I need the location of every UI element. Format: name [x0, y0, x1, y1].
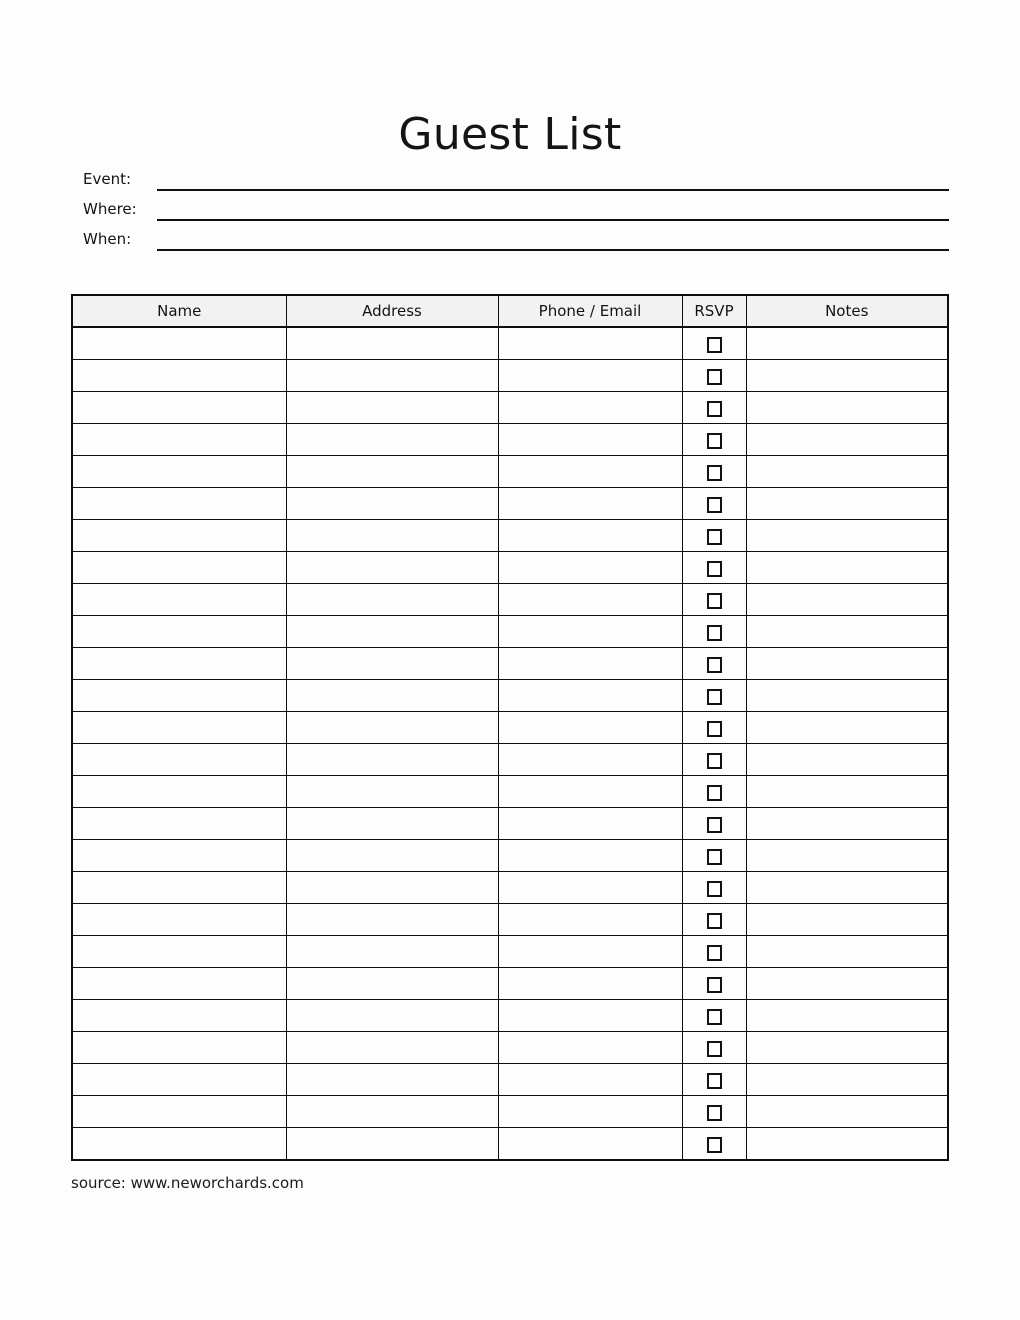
- cell-rsvp[interactable]: [682, 488, 746, 520]
- cell-name[interactable]: [72, 840, 286, 872]
- cell-phone-email[interactable]: [498, 1000, 682, 1032]
- cell-phone-email[interactable]: [498, 424, 682, 456]
- cell-phone-email[interactable]: [498, 616, 682, 648]
- when-label: When:: [83, 230, 132, 248]
- cell-rsvp[interactable]: [682, 648, 746, 680]
- cell-name[interactable]: [72, 360, 286, 392]
- table-row[interactable]: [72, 1032, 948, 1064]
- cell-address[interactable]: [286, 327, 498, 360]
- cell-address[interactable]: [286, 968, 498, 1000]
- cell-address[interactable]: [286, 360, 498, 392]
- cell-address[interactable]: [286, 872, 498, 904]
- cell-notes[interactable]: [746, 872, 948, 904]
- cell-name[interactable]: [72, 712, 286, 744]
- cell-rsvp[interactable]: [682, 1096, 746, 1128]
- cell-notes[interactable]: [746, 392, 948, 424]
- cell-address[interactable]: [286, 552, 498, 584]
- where-input-line[interactable]: [157, 219, 949, 221]
- checkbox-unchecked-icon[interactable]: [707, 1105, 722, 1121]
- cell-phone-email[interactable]: [498, 840, 682, 872]
- checkbox-unchecked-icon[interactable]: [707, 561, 722, 577]
- source-note: source: www.neworchards.com: [71, 1174, 304, 1192]
- cell-notes[interactable]: [746, 680, 948, 712]
- cell-notes[interactable]: [746, 456, 948, 488]
- column-header-name: Name: [72, 295, 286, 327]
- event-details-form: [83, 168, 949, 258]
- cell-address[interactable]: [286, 456, 498, 488]
- cell-rsvp[interactable]: [682, 872, 746, 904]
- cell-notes[interactable]: [746, 327, 948, 360]
- checkbox-unchecked-icon[interactable]: [707, 625, 722, 641]
- cell-name[interactable]: [72, 936, 286, 968]
- cell-address[interactable]: [286, 392, 498, 424]
- cell-address[interactable]: [286, 1096, 498, 1128]
- event-input-line[interactable]: [157, 189, 949, 191]
- cell-name[interactable]: [72, 1096, 286, 1128]
- cell-name[interactable]: [72, 776, 286, 808]
- checkbox-unchecked-icon[interactable]: [707, 817, 722, 833]
- table-row[interactable]: [72, 1128, 948, 1161]
- cell-name[interactable]: [72, 1064, 286, 1096]
- cell-notes[interactable]: [746, 552, 948, 584]
- cell-phone-email[interactable]: [498, 456, 682, 488]
- cell-address[interactable]: [286, 488, 498, 520]
- cell-phone-email[interactable]: [498, 1064, 682, 1096]
- cell-notes[interactable]: [746, 1096, 948, 1128]
- cell-rsvp[interactable]: [682, 584, 746, 616]
- cell-name[interactable]: [72, 968, 286, 1000]
- checkbox-unchecked-icon[interactable]: [707, 497, 722, 513]
- cell-notes[interactable]: [746, 840, 948, 872]
- cell-rsvp[interactable]: [682, 392, 746, 424]
- checkbox-unchecked-icon[interactable]: [707, 1009, 722, 1025]
- cell-phone-email[interactable]: [498, 1128, 682, 1161]
- cell-rsvp[interactable]: [682, 616, 746, 648]
- cell-phone-email[interactable]: [498, 1096, 682, 1128]
- cell-notes[interactable]: [746, 648, 948, 680]
- table-row[interactable]: [72, 488, 948, 520]
- cell-rsvp[interactable]: [682, 968, 746, 1000]
- cell-phone-email[interactable]: [498, 648, 682, 680]
- column-header-notes: Notes: [746, 295, 948, 327]
- cell-rsvp[interactable]: [682, 1064, 746, 1096]
- checkbox-unchecked-icon[interactable]: [707, 785, 722, 801]
- cell-name[interactable]: [72, 584, 286, 616]
- cell-notes[interactable]: [746, 744, 948, 776]
- cell-name[interactable]: [72, 1000, 286, 1032]
- cell-rsvp[interactable]: [682, 1128, 746, 1161]
- cell-rsvp[interactable]: [682, 680, 746, 712]
- cell-name[interactable]: [72, 488, 286, 520]
- cell-rsvp[interactable]: [682, 840, 746, 872]
- checkbox-unchecked-icon[interactable]: [707, 465, 722, 481]
- table-row[interactable]: [72, 616, 948, 648]
- checkbox-unchecked-icon[interactable]: [707, 433, 722, 449]
- cell-phone-email[interactable]: [498, 552, 682, 584]
- cell-rsvp[interactable]: [682, 936, 746, 968]
- form-row-when: [83, 228, 949, 258]
- cell-name[interactable]: [72, 744, 286, 776]
- cell-address[interactable]: [286, 520, 498, 552]
- cell-address[interactable]: [286, 648, 498, 680]
- checkbox-unchecked-icon[interactable]: [707, 881, 722, 897]
- cell-phone-email[interactable]: [498, 744, 682, 776]
- column-header-address: Address: [286, 295, 498, 327]
- checkbox-unchecked-icon[interactable]: [707, 977, 722, 993]
- cell-name[interactable]: [72, 327, 286, 360]
- cell-phone-email[interactable]: [498, 904, 682, 936]
- cell-notes[interactable]: [746, 616, 948, 648]
- cell-address[interactable]: [286, 680, 498, 712]
- cell-rsvp[interactable]: [682, 552, 746, 584]
- cell-rsvp[interactable]: [682, 456, 746, 488]
- table-row[interactable]: [72, 872, 948, 904]
- cell-rsvp[interactable]: [682, 520, 746, 552]
- cell-phone-email[interactable]: [498, 872, 682, 904]
- cell-notes[interactable]: [746, 776, 948, 808]
- table-row[interactable]: [72, 456, 948, 488]
- table-row[interactable]: [72, 712, 948, 744]
- cell-address[interactable]: [286, 1128, 498, 1161]
- cell-address[interactable]: [286, 1032, 498, 1064]
- cell-notes[interactable]: [746, 1128, 948, 1161]
- checkbox-unchecked-icon[interactable]: [707, 1073, 722, 1089]
- cell-phone-email[interactable]: [498, 680, 682, 712]
- table-row[interactable]: [72, 1000, 948, 1032]
- cell-name[interactable]: [72, 648, 286, 680]
- cell-notes[interactable]: [746, 1000, 948, 1032]
- where-label: Where:: [83, 200, 137, 218]
- cell-phone-email[interactable]: [498, 520, 682, 552]
- cell-rsvp[interactable]: [682, 776, 746, 808]
- cell-name[interactable]: [72, 520, 286, 552]
- cell-notes[interactable]: [746, 520, 948, 552]
- cell-rsvp[interactable]: [682, 360, 746, 392]
- cell-phone-email[interactable]: [498, 808, 682, 840]
- cell-name[interactable]: [72, 456, 286, 488]
- event-label: Event:: [83, 170, 132, 188]
- cell-name[interactable]: [72, 1128, 286, 1161]
- cell-phone-email[interactable]: [498, 360, 682, 392]
- cell-name[interactable]: [72, 552, 286, 584]
- table-row[interactable]: [72, 808, 948, 840]
- cell-notes[interactable]: [746, 1064, 948, 1096]
- cell-notes[interactable]: [746, 904, 948, 936]
- cell-address[interactable]: [286, 616, 498, 648]
- column-header-rsvp: RSVP: [682, 295, 746, 327]
- page-title: Guest List: [398, 109, 622, 161]
- cell-name[interactable]: [72, 392, 286, 424]
- cell-address[interactable]: [286, 744, 498, 776]
- checkbox-unchecked-icon[interactable]: [707, 849, 722, 865]
- table-row[interactable]: [72, 584, 948, 616]
- table-row[interactable]: [72, 904, 948, 936]
- cell-phone-email[interactable]: [498, 968, 682, 1000]
- table-row[interactable]: [72, 968, 948, 1000]
- checkbox-unchecked-icon[interactable]: [707, 721, 722, 737]
- checkbox-unchecked-icon[interactable]: [707, 1041, 722, 1057]
- column-header-phone-email: Phone / Email: [498, 295, 682, 327]
- table-row[interactable]: [72, 1096, 948, 1128]
- guest-table: [71, 294, 949, 1161]
- cell-address[interactable]: [286, 712, 498, 744]
- cell-name[interactable]: [72, 808, 286, 840]
- cell-notes[interactable]: [746, 936, 948, 968]
- table-row[interactable]: [72, 392, 948, 424]
- table-row[interactable]: [72, 648, 948, 680]
- cell-name[interactable]: [72, 424, 286, 456]
- form-row-event: [83, 168, 949, 198]
- checkbox-unchecked-icon[interactable]: [707, 689, 722, 705]
- cell-address[interactable]: [286, 904, 498, 936]
- cell-name[interactable]: [72, 872, 286, 904]
- table-row[interactable]: [72, 744, 948, 776]
- table-row[interactable]: [72, 936, 948, 968]
- cell-rsvp[interactable]: [682, 424, 746, 456]
- table-header: [72, 295, 948, 327]
- table-row[interactable]: [72, 360, 948, 392]
- cell-rsvp[interactable]: [682, 327, 746, 360]
- cell-phone-email[interactable]: [498, 712, 682, 744]
- when-input-line[interactable]: [157, 249, 949, 251]
- cell-name[interactable]: [72, 1032, 286, 1064]
- cell-address[interactable]: [286, 936, 498, 968]
- cell-notes[interactable]: [746, 968, 948, 1000]
- cell-rsvp[interactable]: [682, 1032, 746, 1064]
- checkbox-unchecked-icon[interactable]: [707, 337, 722, 353]
- checkbox-unchecked-icon[interactable]: [707, 369, 722, 385]
- table-row[interactable]: [72, 1064, 948, 1096]
- checkbox-unchecked-icon[interactable]: [707, 753, 722, 769]
- form-row-where: [83, 198, 949, 228]
- cell-address[interactable]: [286, 424, 498, 456]
- checkbox-unchecked-icon[interactable]: [707, 913, 722, 929]
- guest-table-container: [71, 294, 947, 1161]
- cell-phone-email[interactable]: [498, 392, 682, 424]
- table-header-row: [72, 295, 948, 327]
- cell-phone-email[interactable]: [498, 1032, 682, 1064]
- cell-address[interactable]: [286, 840, 498, 872]
- cell-address[interactable]: [286, 1064, 498, 1096]
- cell-phone-email[interactable]: [498, 776, 682, 808]
- cell-address[interactable]: [286, 776, 498, 808]
- cell-address[interactable]: [286, 808, 498, 840]
- cell-rsvp[interactable]: [682, 1000, 746, 1032]
- cell-address[interactable]: [286, 584, 498, 616]
- cell-address[interactable]: [286, 1000, 498, 1032]
- table-row[interactable]: [72, 776, 948, 808]
- cell-notes[interactable]: [746, 584, 948, 616]
- cell-rsvp[interactable]: [682, 808, 746, 840]
- cell-name[interactable]: [72, 904, 286, 936]
- table-row[interactable]: [72, 424, 948, 456]
- cell-rsvp[interactable]: [682, 904, 746, 936]
- cell-notes[interactable]: [746, 1032, 948, 1064]
- cell-rsvp[interactable]: [682, 712, 746, 744]
- cell-notes[interactable]: [746, 360, 948, 392]
- table-body: [72, 327, 948, 1160]
- cell-phone-email[interactable]: [498, 488, 682, 520]
- cell-rsvp[interactable]: [682, 744, 746, 776]
- cell-name[interactable]: [72, 680, 286, 712]
- cell-notes[interactable]: [746, 488, 948, 520]
- table-row[interactable]: [72, 520, 948, 552]
- checkbox-unchecked-icon[interactable]: [707, 593, 722, 609]
- checkbox-unchecked-icon[interactable]: [707, 1137, 722, 1153]
- cell-notes[interactable]: [746, 808, 948, 840]
- cell-phone-email[interactable]: [498, 584, 682, 616]
- cell-name[interactable]: [72, 616, 286, 648]
- table-row[interactable]: [72, 840, 948, 872]
- checkbox-unchecked-icon[interactable]: [707, 529, 722, 545]
- cell-notes[interactable]: [746, 424, 948, 456]
- table-row[interactable]: [72, 327, 948, 360]
- cell-phone-email[interactable]: [498, 936, 682, 968]
- cell-phone-email[interactable]: [498, 327, 682, 360]
- table-row[interactable]: [72, 552, 948, 584]
- cell-notes[interactable]: [746, 712, 948, 744]
- table-row[interactable]: [72, 680, 948, 712]
- checkbox-unchecked-icon[interactable]: [707, 401, 722, 417]
- checkbox-unchecked-icon[interactable]: [707, 657, 722, 673]
- checkbox-unchecked-icon[interactable]: [707, 945, 722, 961]
